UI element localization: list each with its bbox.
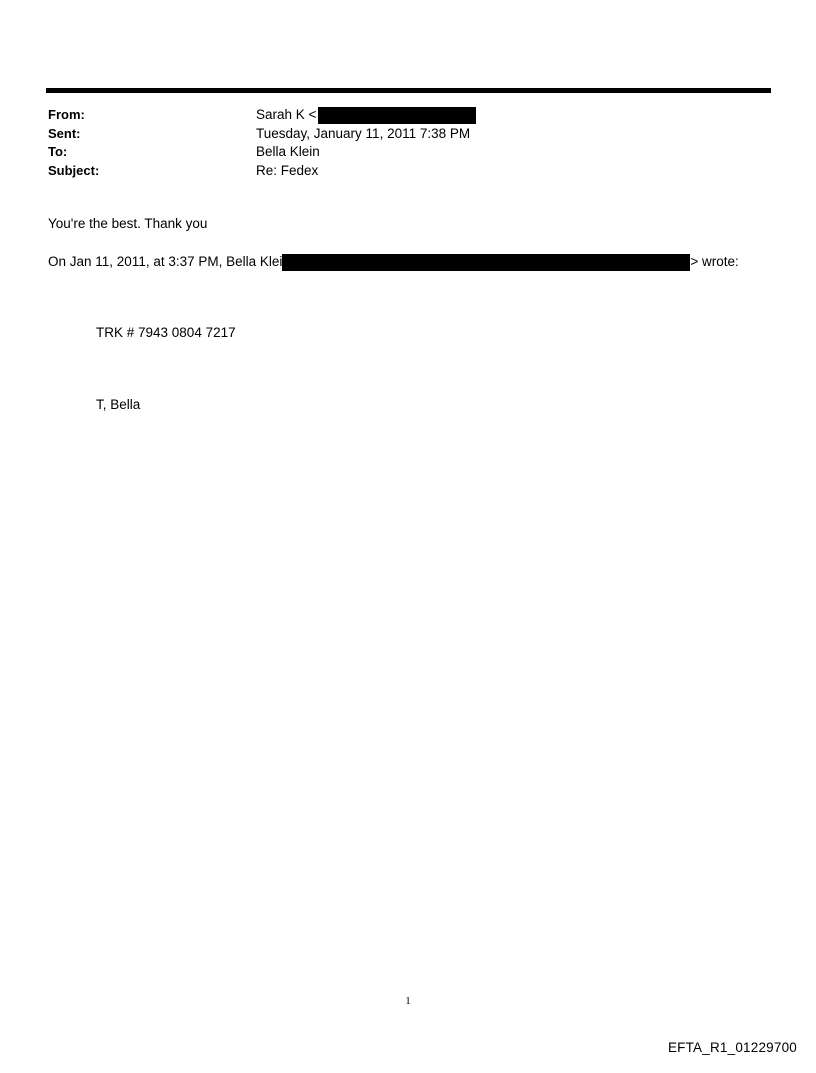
reply-text: You're the best. Thank you (48, 216, 208, 231)
from-email-redaction (318, 107, 476, 124)
from-value (256, 106, 476, 125)
to-value: Bella Klein (256, 144, 320, 159)
to-label: To: (48, 144, 68, 159)
quote-suffix: > wrote: (690, 254, 739, 269)
quote-attribution (48, 253, 739, 271)
quote-email-redaction (282, 254, 690, 271)
from-name: Sarah K < (256, 107, 317, 122)
sent-label: Sent: (48, 125, 81, 141)
email-header (48, 106, 768, 180)
bates-number: EFTA_R1_01229700 (667, 1040, 797, 1055)
tracking-number: TRK # 7943 0804 7217 (96, 325, 236, 340)
from-row (48, 106, 768, 125)
from-label: From: (48, 107, 85, 122)
subject-value: Re: Fedex (256, 162, 319, 178)
header-rule (46, 88, 771, 93)
to-row (48, 143, 768, 162)
quote-prefix: On Jan 11, 2011, at 3:37 PM, Bella Klei (48, 254, 283, 269)
sent-row (48, 125, 768, 144)
page-number: 1 (405, 995, 411, 1007)
sent-value: Tuesday, January 11, 2011 7:38 PM (256, 125, 471, 141)
signoff: T, Bella (96, 397, 141, 412)
subject-row (48, 162, 768, 181)
subject-label: Subject: (48, 162, 100, 178)
